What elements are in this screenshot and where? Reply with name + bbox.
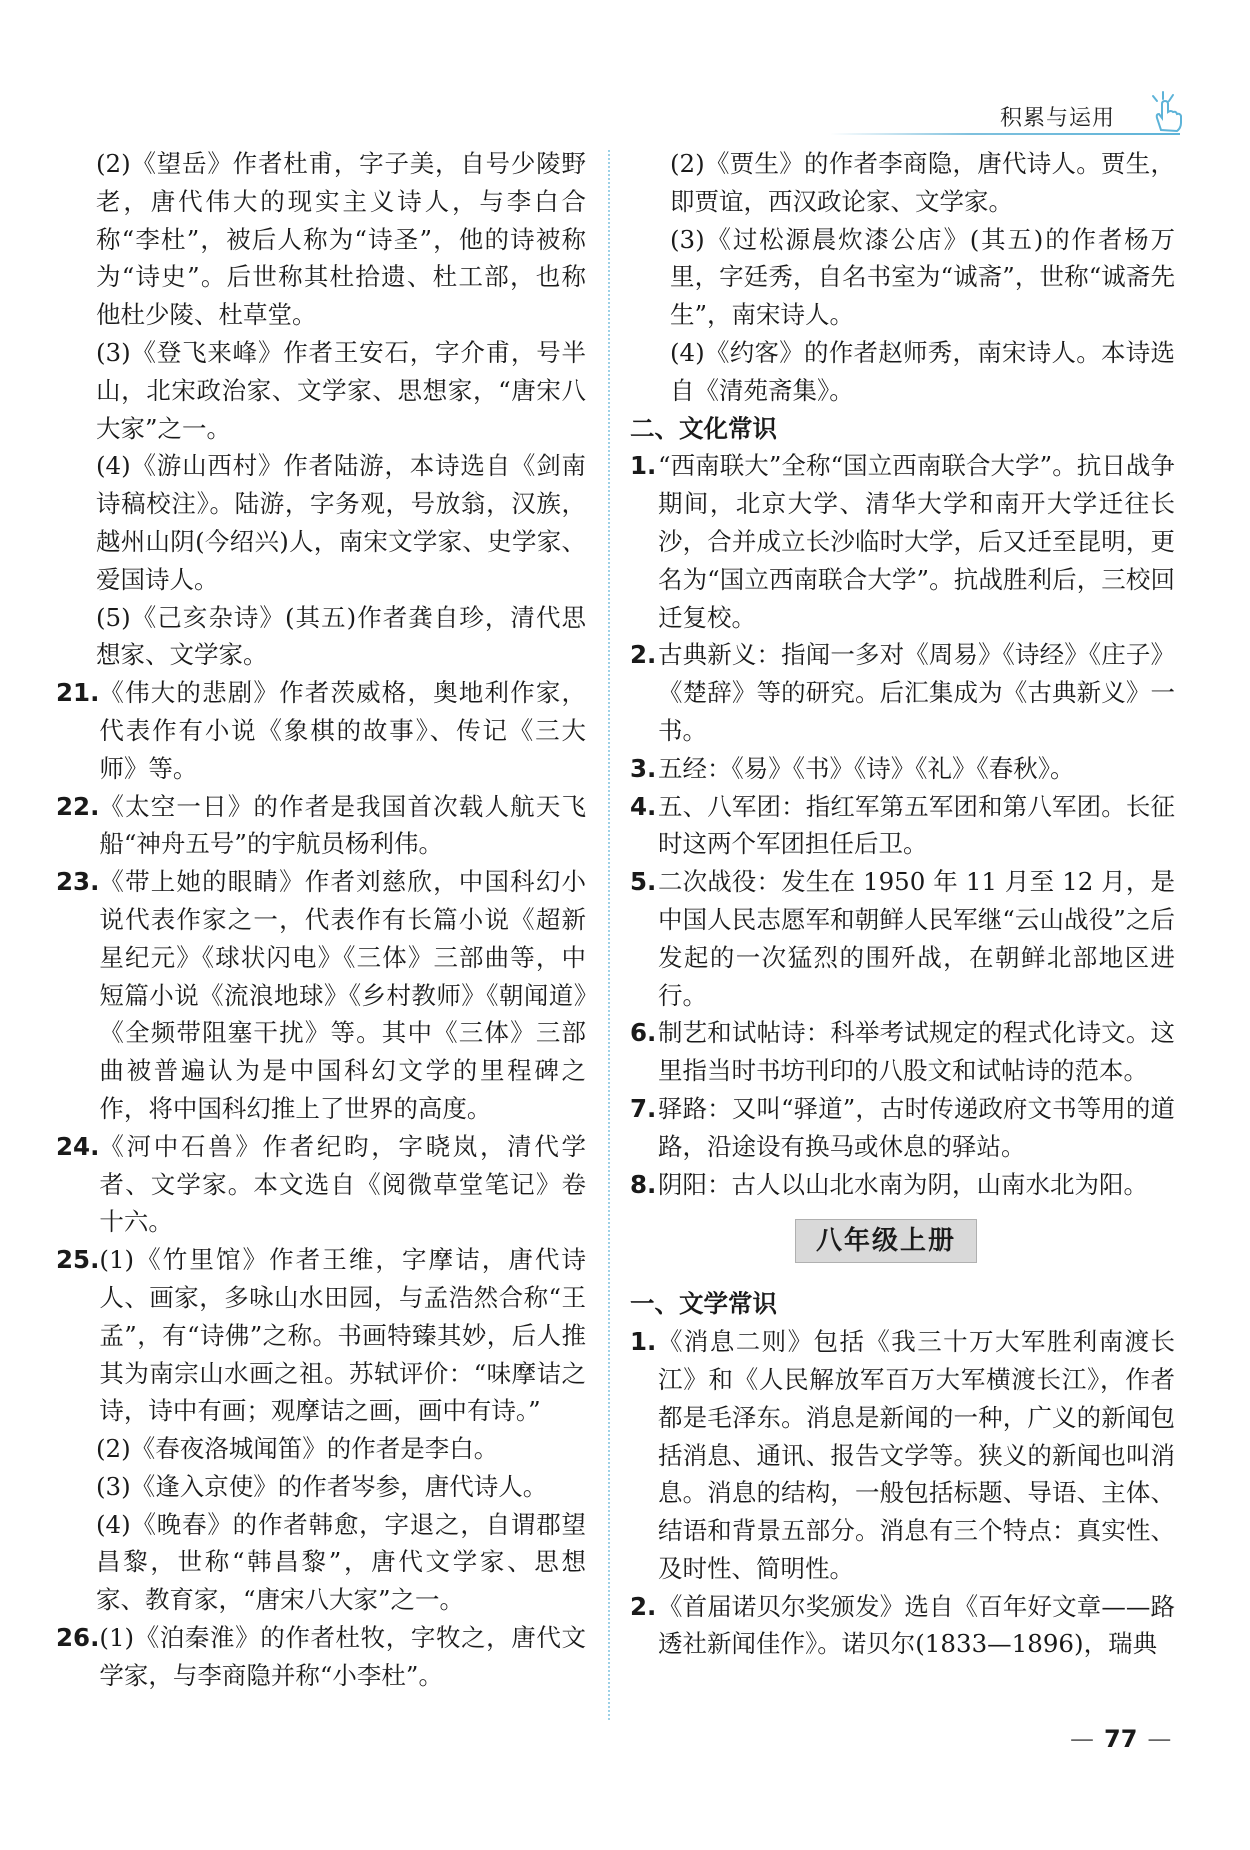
item-text: 《太空一日》的作者是我国首次载人航天飞船“神舟五号”的宇航员杨利伟。 (99, 791, 586, 859)
item-number: 2. (630, 640, 657, 670)
item-text: 五经：《易》《书》《诗》《礼》《春秋》。 (658, 753, 1075, 783)
item-number: 8. (630, 1169, 657, 1199)
list-item (56, 1241, 586, 1430)
list-item (630, 1090, 1175, 1166)
list-item: (3)《逢入京使》的作者岑参，唐代诗人。 (96, 1471, 548, 1501)
item-text: 《河中石兽》作者纪昀，字晓岚，清代学者、文学家。本文选自《阅微草堂笔记》卷十六。 (99, 1131, 586, 1237)
list-item: (4)《晚春》的作者韩愈，字退之，自谓郡望昌黎，世称“韩昌黎”，唐代文学家、思想家、教育家，“唐宋八大家”之一。 (96, 1509, 586, 1615)
item-text: 驿路：又叫“驿道”，古时传递政府文书等用的道路，沿途设有换马或休息的驿站。 (658, 1093, 1175, 1161)
list-item (630, 1323, 1175, 1588)
item-number: 5. (630, 867, 657, 897)
item-number: 6. (630, 1018, 657, 1048)
list-item (56, 1128, 586, 1241)
item-text: “西南联大”全称“国立西南联合大学”。抗日战争期间，北京大学、清华大学和南开大学迁往长沙，合并成立长沙临时大学，后又迁至昆明，更名为“国立西南联合大学”。抗战胜利后，三校回迁复校。 (658, 451, 1175, 632)
item-text: (1)《泊秦淮》的作者杜牧，字牧之，唐代文学家，与李商隐并称“小李杜”。 (99, 1623, 586, 1690)
item-number: 7. (630, 1093, 657, 1123)
header-rule (830, 133, 1180, 135)
list-item (56, 788, 586, 864)
section-heading-culture: 二、文化常识 (630, 413, 777, 443)
item-number: 3. (630, 753, 657, 783)
list-item (630, 788, 1175, 864)
list-item: (4)《约客》的作者赵师秀，南宋诗人。本诗选自《清苑斋集》。 (670, 337, 1175, 405)
list-item (630, 447, 1175, 636)
list-item (630, 863, 1175, 1014)
page-number-value: 77 (1104, 1725, 1138, 1753)
item-number: 22. (56, 791, 100, 821)
list-item (630, 750, 1175, 788)
item-text: 阴阳：古人以山北水南为阴，山南水北为阳。 (658, 1169, 1148, 1199)
item-text: 古典新义：指闻一多对《周易》《诗经》《庄子》《楚辞》等的研究。后汇集成为《古典新义》一书。 (658, 640, 1175, 745)
list-item (56, 1619, 586, 1695)
item-text: 《首届诺贝尔奖颁发》选自《百年好文章——路透社新闻佳作》。诺贝尔(1833—1896)，瑞典 (658, 1591, 1175, 1659)
item-number: 24. (56, 1131, 100, 1161)
item-number: 23. (56, 867, 100, 897)
item-text: 《伟大的悲剧》作者茨威格，奥地利作家，代表作有小说《象棋的故事》、传记《三大师》等。 (99, 678, 586, 783)
list-item (630, 1014, 1175, 1090)
list-item: (3)《过松源晨炊漆公店》(其五)的作者杨万里，字廷秀，自名书室为“诚斋”，世称“诚斋先生”，南宋诗人。 (670, 224, 1175, 330)
item-text: 《消息二则》包括《我三十万大军胜利南渡长江》和《人民解放军百万大军横渡长江》，作者都是毛泽东。消息是新闻的一种，广义的新闻包括消息、通讯、报告文学等。狭义的新闻也叫消息。消息的结构，一般包括标题、导语、主体、结语和背景五部分。消息有三个特点：真实性、及时性、简明性。 (658, 1327, 1175, 1583)
pointing-hand-icon (1147, 90, 1187, 134)
list-item: (5)《己亥杂诗》(其五)作者龚自珍，清代思想家、文学家。 (96, 602, 586, 670)
left-column (56, 145, 586, 1695)
page-dash-left: — (1070, 1725, 1094, 1753)
list-item (56, 863, 586, 1128)
item-number: 21. (56, 678, 100, 708)
grade-title-wrap (630, 1203, 1175, 1285)
list-item (56, 674, 586, 787)
list-item (630, 1588, 1175, 1664)
page-number (1060, 1725, 1181, 1753)
list-item: (4)《游山西村》作者陆游，本诗选自《剑南诗稿校注》。陆游，字务观，号放翁，汉族，越州山阴(今绍兴)人，南宋文学家、史学家、爱国诗人。 (96, 451, 586, 594)
header-title: 积累与运用 (1000, 106, 1116, 131)
grade-title: 八年级上册 (795, 1219, 977, 1263)
item-text: 二次战役：发生在 1950 年 11 月至 12 月，是中国人民志愿军和朝鲜人民军继“云山战役”之后发起的一次猛烈的围歼战，在朝鲜北部地区进行。 (658, 867, 1175, 1010)
section-heading-literature: 一、文学常识 (630, 1289, 777, 1319)
list-item: (2)《望岳》作者杜甫，字子美，自号少陵野老，唐代伟大的现实主义诗人，与李白合称“李杜”，被后人称为“诗圣”，他的诗被称为“诗史”。后世称其杜拾遗、杜工部，也称他杜少陵、杜草堂。 (96, 149, 586, 330)
item-text: (1)《竹里馆》作者王维，字摩诘，唐代诗人、画家，多咏山水田园，与孟浩然合称“王孟”，有“诗佛”之称。书画特臻其妙，后人推其为南宗山水画之祖。苏轼评价：“味摩诘之诗，诗中有画；观摩诘之画，画中有诗。” (99, 1245, 586, 1426)
item-text: 五、八军团：指红军第五军团和第八军团。长征时这两个军团担任后卫。 (658, 791, 1175, 859)
list-item (630, 636, 1175, 749)
list-item: (3)《登飞来峰》作者王安石，字介甫，号半山，北宋政治家、文学家、思想家，“唐宋八大家”之一。 (96, 337, 586, 443)
item-number: 25. (56, 1245, 100, 1275)
list-item (630, 1166, 1175, 1204)
list-item: (2)《春夜洛城闻笛》的作者是李白。 (96, 1434, 499, 1464)
item-number: 1. (630, 1327, 657, 1357)
item-number: 1. (630, 451, 657, 481)
item-number: 4. (630, 791, 657, 821)
item-text: 《带上她的眼睛》作者刘慈欣，中国科幻小说代表作家之一，代表作有长篇小说《超新星纪元》《球状闪电》《三体》三部曲等，中短篇小说《流浪地球》《乡村教师》《朝闻道》《全频带阻塞干扰》等。其中《三体》三部曲被普遍认为是中国科幻文学的里程碑之作，将中国科幻推上了世界的高度。 (99, 867, 586, 1123)
page-dash-right: — (1147, 1725, 1172, 1753)
item-text: 制艺和试帖诗：科举考试规定的程式化诗文。这里指当时书坊刊印的八股文和试帖诗的范本。 (658, 1018, 1175, 1086)
right-column (630, 145, 1175, 1663)
item-number: 26. (56, 1623, 100, 1653)
item-number: 2. (630, 1591, 657, 1621)
list-item: (2)《贾生》的作者李商隐，唐代诗人。贾生，即贾谊，西汉政论家、文学家。 (670, 149, 1175, 216)
column-divider (608, 150, 610, 1720)
